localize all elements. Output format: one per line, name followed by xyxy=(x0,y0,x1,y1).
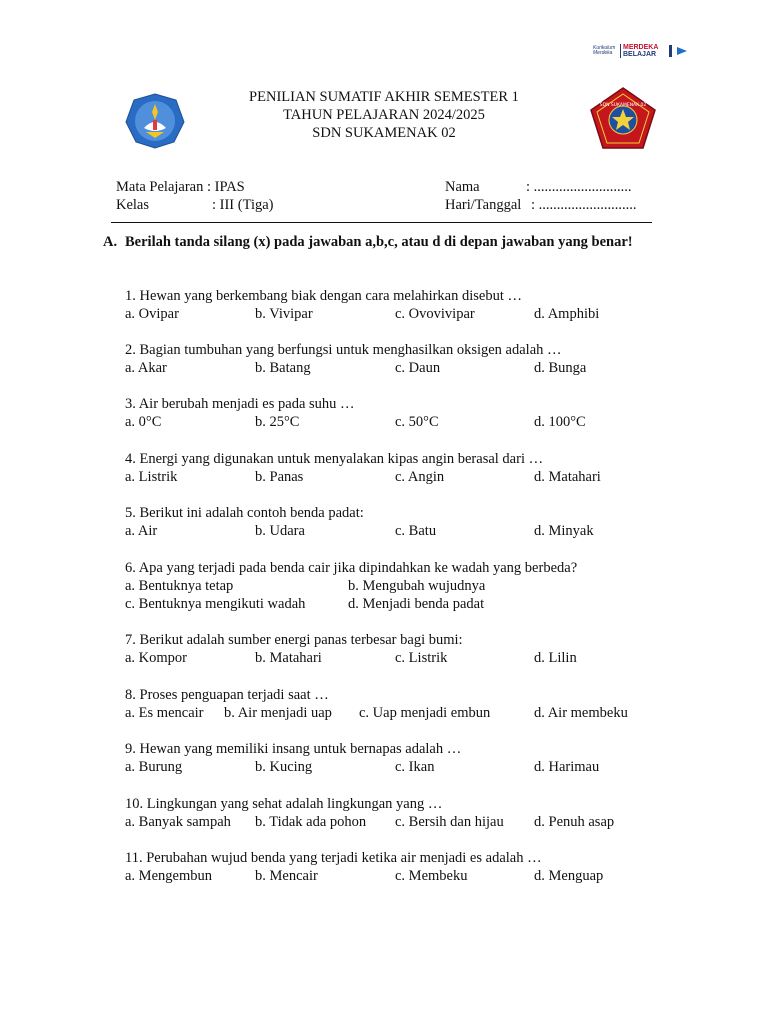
question-text: 2. Bagian tumbuhan yang berfungsi untuk menghasilkan oksigen adalah … xyxy=(125,342,562,358)
question-text: 5. Berikut ini adalah contoh benda padat: xyxy=(125,505,364,521)
nama-value: : ........................... xyxy=(526,179,632,195)
answer-option-c[interactable]: c. 50°C xyxy=(395,414,439,430)
answer-option-c[interactable]: c. Uap menjadi embun xyxy=(359,705,491,721)
school-seal-logo-icon xyxy=(589,86,657,150)
header-line-1: PENILIAN SUMATIF AKHIR SEMESTER 1 xyxy=(249,89,519,105)
answer-option-b[interactable]: b. Air menjadi uap xyxy=(224,705,332,721)
answer-option-a[interactable]: a. Akar xyxy=(125,360,167,376)
answer-option-b[interactable]: b. Panas xyxy=(255,469,304,485)
answer-option-a[interactable]: a. Ovipar xyxy=(125,306,179,322)
answer-option-b[interactable]: b. 25°C xyxy=(255,414,300,430)
question-text: 7. Berikut adalah sumber energi panas terbesar bagi bumi: xyxy=(125,632,463,648)
answer-option-b[interactable]: b. Matahari xyxy=(255,650,322,666)
answer-option-c[interactable]: c. Ovovivipar xyxy=(395,306,475,322)
answer-option-a[interactable]: a. Kompor xyxy=(125,650,188,666)
answer-option-c[interactable]: c. Bentuknya mengikuti wadah xyxy=(125,596,306,612)
kelas-label: Kelas xyxy=(116,197,150,213)
nama-label: Nama xyxy=(445,179,480,195)
answer-option-a[interactable]: a. Air xyxy=(125,523,158,539)
answer-option-c[interactable]: c. Angin xyxy=(395,469,445,485)
answer-option-d[interactable]: d. Air membeku xyxy=(534,705,628,721)
answer-option-d[interactable]: d. Bunga xyxy=(534,360,587,376)
question-text: 10. Lingkungan yang sehat adalah lingkungan yang … xyxy=(125,796,443,812)
answer-option-c[interactable]: c. Membeku xyxy=(395,868,468,884)
answer-option-c[interactable]: c. Batu xyxy=(395,523,437,539)
answer-option-c[interactable]: c. Bersih dan hijau xyxy=(395,814,504,830)
answer-option-d[interactable]: d. 100°C xyxy=(534,414,586,430)
merdeka-text: Merdeka xyxy=(593,50,613,56)
answer-option-a[interactable]: a. Listrik xyxy=(125,469,178,485)
header-divider xyxy=(111,222,652,223)
question-text: 6. Apa yang terjadi pada benda cair jika dipindahkan ke wadah yang berbeda? xyxy=(125,560,578,576)
belajar-word: BELAJAR xyxy=(623,51,657,58)
answer-option-d[interactable]: d. Amphibi xyxy=(534,306,600,322)
hari-tanggal-value: : ........................... xyxy=(531,197,637,213)
answer-option-b[interactable]: b. Mengubah wujudnya xyxy=(348,578,486,594)
answer-option-d[interactable]: d. Menjadi benda padat xyxy=(348,596,485,612)
answer-option-b[interactable]: b. Vivipar xyxy=(255,306,313,322)
answer-option-a[interactable]: a. Mengembun xyxy=(125,868,212,884)
answer-option-d[interactable]: d. Menguap xyxy=(534,868,604,884)
question-text: 9. Hewan yang memiliki insang untuk bernapas adalah … xyxy=(125,741,462,757)
section-label: A. xyxy=(103,234,118,250)
answer-option-d[interactable]: d. Minyak xyxy=(534,523,594,539)
answer-option-d[interactable]: d. Penuh asap xyxy=(534,814,615,830)
answer-option-d[interactable]: d. Harimau xyxy=(534,759,600,775)
mata-pelajaran: Mata Pelajaran : IPAS xyxy=(116,179,245,195)
kelas-value: : III (Tiga) xyxy=(212,197,274,213)
answer-option-a[interactable]: a. Banyak sampah xyxy=(125,814,231,830)
merdeka-word: MERDEKA xyxy=(623,44,659,51)
answer-option-b[interactable]: b. Udara xyxy=(255,523,305,539)
answer-option-b[interactable]: b. Tidak ada pohon xyxy=(255,814,367,830)
header-line-2: TAHUN PELAJARAN 2024/2025 xyxy=(283,107,485,123)
answer-option-c[interactable]: c. Daun xyxy=(395,360,441,376)
answer-option-a[interactable]: a. Bentuknya tetap xyxy=(125,578,234,594)
hari-tanggal-label: Hari/Tanggal xyxy=(445,197,522,213)
question-text: 4. Energi yang digunakan untuk menyalakan kipas angin berasal dari … xyxy=(125,451,544,467)
instruction-text: Berilah tanda silang (x) pada jawaban a,b,c, atau d di depan jawaban yang benar! xyxy=(125,234,633,250)
question-text: 1. Hewan yang berkembang biak dengan cara melahirkan disebut … xyxy=(125,288,522,304)
answer-option-b[interactable]: b. Mencair xyxy=(255,868,318,884)
answer-option-a[interactable]: a. 0°C xyxy=(125,414,162,430)
arrow-logo-icon xyxy=(676,46,688,56)
section-a-instruction xyxy=(103,233,663,251)
answer-option-a[interactable]: a. Es mencair xyxy=(125,705,204,721)
answer-option-d[interactable]: d. Matahari xyxy=(534,469,601,485)
answer-option-d[interactable]: d. Lilin xyxy=(534,650,577,666)
kurikulum-text: Kurikulum xyxy=(593,45,616,51)
answer-option-b[interactable]: b. Kucing xyxy=(255,759,313,775)
header-line-3: SDN SUKAMENAK 02 xyxy=(312,125,456,141)
answer-option-c[interactable]: c. Ikan xyxy=(395,759,435,775)
answer-option-a[interactable]: a. Burung xyxy=(125,759,183,775)
answer-option-c[interactable]: c. Listrik xyxy=(395,650,448,666)
merdeka-belajar-logo xyxy=(593,44,693,60)
seal-text: SDN SUKAMENAK 02 xyxy=(599,103,647,108)
answer-option-b[interactable]: b. Batang xyxy=(255,360,311,376)
question-text: 3. Air berubah menjadi es pada suhu … xyxy=(125,396,355,412)
question-text: 8. Proses penguapan terjadi saat … xyxy=(125,687,329,703)
question-text: 11. Perubahan wujud benda yang terjadi ketika air menjadi es adalah … xyxy=(125,850,542,866)
